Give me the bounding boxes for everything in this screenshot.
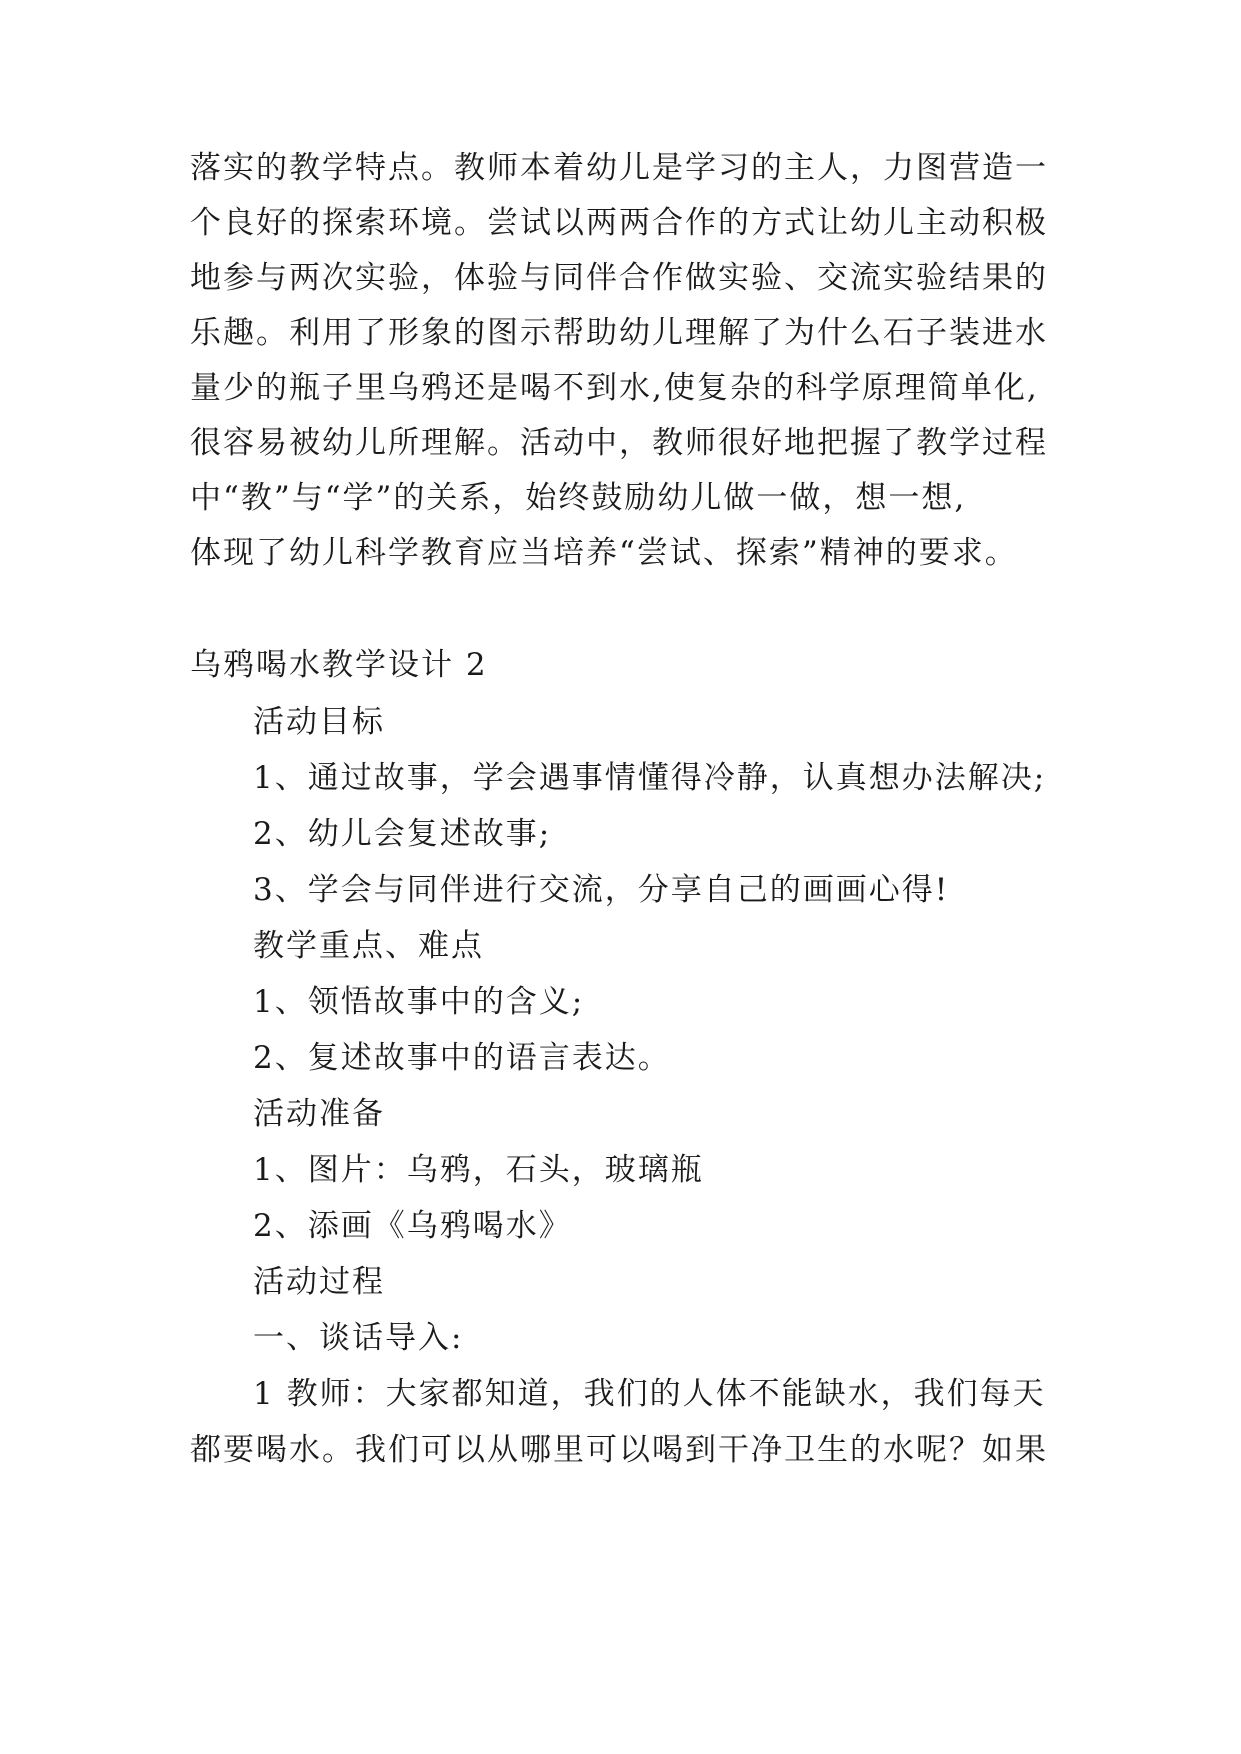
process-paragraph-line-1: 1 教师：大家都知道，我们的人体不能缺水，我们每天 — [253, 1376, 1046, 1412]
key-points-heading: 教学重点、难点 — [253, 928, 484, 964]
preparation-heading: 活动准备 — [253, 1096, 385, 1132]
intro-line-7: 中“教”与“学”的关系，始终鼓励幼儿做一做，想一想, — [190, 480, 967, 516]
intro-line-8: 体现了幼儿科学教育应当培养“尝试、探索”精神的要求。 — [190, 535, 1018, 571]
section-title: 乌鸦喝水教学设计 2 — [190, 647, 488, 683]
process-step-1: 一、谈话导入: — [253, 1320, 464, 1356]
intro-line-2: 个良好的探索环境。尝试以两两合作的方式让幼儿主动积极 — [190, 205, 1048, 241]
preparation-item-2: 2、添画《乌鸦喝水》 — [253, 1208, 572, 1244]
intro-line-3: 地参与两次实验，体验与同伴合作做实验、交流实验结果的 — [190, 260, 1048, 296]
process-paragraph-line-2: 都要喝水。我们可以从哪里可以喝到干净卫生的水呢？如果 — [190, 1432, 1048, 1468]
intro-line-4: 乐趣。利用了形象的图示帮助幼儿理解了为什么石子装进水 — [190, 315, 1048, 351]
intro-line-1: 落实的教学特点。教师本着幼儿是学习的主人，力图营造一 — [190, 150, 1048, 186]
intro-line-6: 很容易被幼儿所理解。活动中，教师很好地把握了教学过程 — [190, 425, 1048, 461]
goal-item-3: 3、学会与同伴进行交流，分享自己的画画心得! — [253, 872, 950, 908]
intro-line-5: 量少的瓶子里乌鸦还是喝不到水,使复杂的科学原理简单化, — [190, 370, 1039, 406]
key-point-item-1: 1、领悟故事中的含义; — [253, 984, 585, 1020]
goal-item-1: 1、通过故事，学会遇事情懂得冷静，认真想办法解决; — [253, 760, 1047, 796]
key-point-item-2: 2、复述故事中的语言表达。 — [253, 1040, 671, 1076]
goal-item-2: 2、幼儿会复述故事; — [253, 816, 552, 852]
process-heading: 活动过程 — [253, 1264, 385, 1300]
preparation-item-1: 1、图片：乌鸦，石头，玻璃瓶 — [253, 1152, 704, 1188]
goals-heading: 活动目标 — [253, 704, 385, 740]
